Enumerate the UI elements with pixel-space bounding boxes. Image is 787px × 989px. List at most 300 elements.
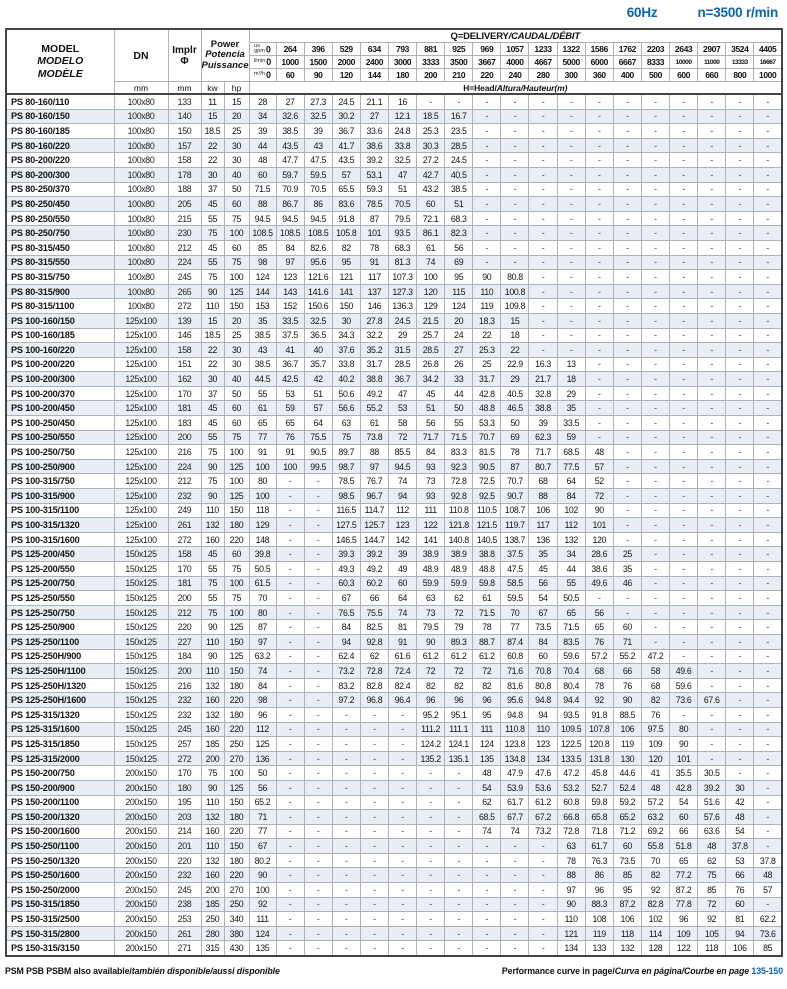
flow-value-cell: 1762	[613, 43, 641, 56]
head-value-cell: 73.5	[529, 620, 557, 635]
dash-cell: -	[529, 883, 557, 898]
head-value-cell: 71.5	[445, 430, 473, 445]
head-value-cell: 93	[417, 489, 445, 504]
head-value-cell: 67.6	[698, 693, 726, 708]
head-value-cell: 18	[557, 372, 585, 387]
model-cell: PS 100-250/450	[6, 416, 114, 431]
dash-cell: -	[698, 94, 726, 109]
dash-cell: -	[670, 707, 698, 722]
flow-value-cell: 634	[360, 43, 388, 56]
flow-value-cell: 220	[473, 69, 501, 82]
flow-value-cell: 4667	[529, 56, 557, 69]
head-value-cell: 88.7	[473, 634, 501, 649]
head-value-cell: 93.5	[557, 707, 585, 722]
dash-cell: -	[445, 795, 473, 810]
impeller-diameter-cell: 170	[168, 386, 201, 401]
dash-cell: -	[360, 926, 388, 941]
dash-cell: -	[613, 240, 641, 255]
hp-label: hp	[224, 82, 249, 95]
dash-cell: -	[473, 255, 501, 270]
head-value-cell: 122	[417, 518, 445, 533]
head-value-cell: 92.3	[445, 459, 473, 474]
head-value-cell: 94.4	[557, 693, 585, 708]
power-hp-cell: 220	[224, 868, 249, 883]
dash-cell: -	[726, 459, 754, 474]
head-value-cell: 49.6	[585, 576, 613, 591]
head-value-cell: 53	[726, 853, 754, 868]
dash-cell: -	[613, 167, 641, 182]
dash-cell: -	[641, 430, 669, 445]
dash-cell: -	[585, 211, 613, 226]
head-value-cell: 89.7	[332, 445, 360, 460]
head-value-cell: 64	[388, 591, 416, 606]
head-value-cell: 61.2	[473, 649, 501, 664]
head-value-cell: 41	[276, 343, 304, 358]
performance-table	[5, 28, 783, 957]
head-value-cell: 94	[332, 634, 360, 649]
head-value-cell: 56.6	[332, 401, 360, 416]
dash-cell: -	[388, 737, 416, 752]
power-kw-cell: 90	[201, 489, 224, 504]
dash-cell: -	[585, 197, 613, 212]
power-hp-cell: 30	[224, 357, 249, 372]
flow-value-cell: 210	[445, 69, 473, 82]
dash-cell: -	[529, 328, 557, 343]
head-value-cell: 73.2	[529, 824, 557, 839]
head-value-cell: 100	[276, 459, 304, 474]
dash-cell: -	[670, 328, 698, 343]
flow-value-cell: 60	[276, 69, 304, 82]
dn-cell: 125x100	[114, 313, 168, 328]
head-value-cell: 135	[249, 941, 276, 956]
dash-cell: -	[585, 255, 613, 270]
head-value-cell: 88	[557, 868, 585, 883]
head-value-cell: 124	[249, 270, 276, 285]
dash-cell: -	[585, 124, 613, 139]
dn-cell: 125x100	[114, 401, 168, 416]
dash-cell: -	[473, 197, 501, 212]
model-cell: PS 80-315/450	[6, 240, 114, 255]
head-value-cell: 36.5	[304, 328, 332, 343]
table-row	[6, 474, 782, 489]
dash-cell: -	[501, 255, 529, 270]
table-row	[6, 270, 782, 285]
head-value-cell: 25	[613, 547, 641, 562]
head-value-cell: 71	[613, 634, 641, 649]
power-kw-cell: 75	[201, 605, 224, 620]
dn-cell: 125x100	[114, 459, 168, 474]
table-row	[6, 372, 782, 387]
head-value-cell: 60.2	[360, 576, 388, 591]
head-value-cell: 91	[276, 445, 304, 460]
head-value-cell: 94	[529, 707, 557, 722]
head-value-cell: 57	[304, 401, 332, 416]
head-value-cell: 38.9	[445, 547, 473, 562]
head-value-cell: 119	[473, 299, 501, 314]
model-cell: PS 100-200/450	[6, 401, 114, 416]
head-value-cell: 25.7	[417, 328, 445, 343]
dash-cell: -	[698, 591, 726, 606]
head-value-cell: 60	[388, 576, 416, 591]
dash-cell: -	[360, 780, 388, 795]
head-value-cell: 134	[557, 941, 585, 956]
head-value-cell: 38.8	[360, 372, 388, 387]
head-value-cell: 33	[445, 372, 473, 387]
head-value-cell: 124	[445, 299, 473, 314]
head-value-cell: 70	[249, 591, 276, 606]
dash-cell: -	[473, 926, 501, 941]
head-value-cell: 100.8	[501, 284, 529, 299]
head-value-cell: 152	[276, 299, 304, 314]
dash-cell: -	[670, 605, 698, 620]
dash-cell: -	[754, 591, 782, 606]
model-cell: PS 100-315/1100	[6, 503, 114, 518]
page-header	[627, 5, 778, 20]
head-value-cell: 35	[529, 547, 557, 562]
dash-cell: -	[613, 474, 641, 489]
dash-cell: -	[698, 459, 726, 474]
table-row	[6, 138, 782, 153]
flow-value-cell: 2643	[670, 43, 698, 56]
impeller-diameter-cell: 216	[168, 445, 201, 460]
head-value-cell: 62	[445, 591, 473, 606]
dash-cell: -	[276, 926, 304, 941]
dash-cell: -	[388, 912, 416, 927]
impeller-unit: mm	[168, 82, 201, 95]
dash-cell: -	[585, 416, 613, 431]
head-value-cell: 72	[698, 897, 726, 912]
head-value-cell: 91.8	[585, 707, 613, 722]
head-value-cell: 91.8	[332, 211, 360, 226]
dn-cell: 200x150	[114, 824, 168, 839]
head-value-cell: 70	[641, 853, 669, 868]
dash-cell: -	[754, 124, 782, 139]
head-value-cell: 107.8	[585, 722, 613, 737]
dn-cell: 125x100	[114, 343, 168, 358]
table-row	[6, 605, 782, 620]
head-value-cell: 67	[332, 591, 360, 606]
head-value-cell: 92.5	[473, 489, 501, 504]
dash-cell: -	[501, 211, 529, 226]
head-value-cell: 122.5	[557, 737, 585, 752]
dash-cell: -	[276, 693, 304, 708]
head-value-cell: 42	[726, 795, 754, 810]
power-header	[201, 29, 249, 82]
dash-cell: -	[754, 839, 782, 854]
impeller-diameter-cell: 245	[168, 722, 201, 737]
dash-cell: -	[332, 941, 360, 956]
head-value-cell: 85	[698, 883, 726, 898]
model-cell: PS 125-250H/1600	[6, 693, 114, 708]
head-value-cell: 47	[388, 386, 416, 401]
head-value-cell: 24.5	[445, 153, 473, 168]
power-kw-cell: 132	[201, 810, 224, 825]
impeller-diameter-cell: 212	[168, 474, 201, 489]
head-value-cell: 95	[613, 883, 641, 898]
head-value-cell: 96	[473, 693, 501, 708]
power-kw-cell: 18.5	[201, 124, 224, 139]
power-kw-cell: 55	[201, 255, 224, 270]
head-value-cell: 59.2	[613, 795, 641, 810]
dash-cell: -	[585, 94, 613, 109]
dash-cell: -	[641, 547, 669, 562]
dash-cell: -	[754, 897, 782, 912]
dn-cell: 100x80	[114, 182, 168, 197]
head-value-cell: 136	[249, 751, 276, 766]
dash-cell: -	[473, 167, 501, 182]
dash-cell: -	[276, 518, 304, 533]
dash-cell: -	[698, 503, 726, 518]
power-kw-cell: 11	[201, 94, 224, 109]
head-value-cell: 24.5	[332, 94, 360, 109]
head-value-cell: 78	[501, 445, 529, 460]
header-row-top	[6, 29, 782, 43]
head-value-cell: 59.9	[445, 576, 473, 591]
power-hp-cell: 125	[224, 649, 249, 664]
impeller-diameter-cell: 158	[168, 343, 201, 358]
head-value-cell: 38.8	[529, 401, 557, 416]
head-value-cell: 34	[249, 109, 276, 124]
head-value-cell: 73	[417, 605, 445, 620]
impeller-diameter-cell: 158	[168, 153, 201, 168]
power-hp-cell: 100	[224, 576, 249, 591]
impeller-diameter-cell: 265	[168, 284, 201, 299]
head-value-cell: 52.7	[585, 780, 613, 795]
head-value-cell: 65.5	[332, 182, 360, 197]
dn-cell: 150x125	[114, 591, 168, 606]
dash-cell: -	[276, 576, 304, 591]
model-cell: PS 80-160/185	[6, 124, 114, 139]
head-value-cell: 63	[557, 839, 585, 854]
head-value-cell: 77.2	[670, 868, 698, 883]
model-cell: PS 80-315/550	[6, 255, 114, 270]
dash-cell: -	[304, 810, 332, 825]
power-hp-cell: 125	[224, 780, 249, 795]
dash-cell: -	[754, 459, 782, 474]
table-row	[6, 678, 782, 693]
head-value-cell: 114	[641, 926, 669, 941]
model-cell: PS 100-315/900	[6, 489, 114, 504]
dash-cell: -	[304, 824, 332, 839]
head-value-cell: 48	[698, 839, 726, 854]
dash-cell: -	[585, 343, 613, 358]
dash-cell: -	[529, 167, 557, 182]
model-cell: PS 125-250/1100	[6, 634, 114, 649]
head-value-cell: 72	[417, 664, 445, 679]
head-value-cell: 79	[445, 620, 473, 635]
table-row	[6, 94, 782, 109]
header-line: MODEL	[41, 43, 80, 56]
head-value-cell: 135.2	[417, 751, 445, 766]
flow-unit-label: m³/h	[253, 71, 265, 78]
impeller-diameter-cell: 188	[168, 182, 201, 197]
dash-cell: -	[613, 532, 641, 547]
head-value-cell: 82	[332, 240, 360, 255]
dash-cell: -	[529, 839, 557, 854]
head-value-cell: 129	[417, 299, 445, 314]
dash-cell: -	[360, 707, 388, 722]
power-kw-cell: 75	[201, 445, 224, 460]
head-value-cell: 96	[670, 912, 698, 927]
head-value-cell: 97	[249, 634, 276, 649]
model-cell: PS 150-250/1600	[6, 868, 114, 883]
flow-value-cell: 11000	[698, 56, 726, 69]
head-value-cell: 129	[249, 518, 276, 533]
head-value-cell: 35.5	[670, 766, 698, 781]
head-value-cell: 82	[417, 678, 445, 693]
dash-cell: -	[613, 313, 641, 328]
dash-cell: -	[670, 270, 698, 285]
dn-cell: 150x125	[114, 737, 168, 752]
head-value-cell: 71.6	[501, 664, 529, 679]
dn-cell: 100x80	[114, 94, 168, 109]
flow-value-cell: 400	[613, 69, 641, 82]
head-value-cell: 120.8	[585, 737, 613, 752]
flow-value-cell: 1057	[501, 43, 529, 56]
dash-cell: -	[698, 138, 726, 153]
dash-cell: -	[388, 795, 416, 810]
head-value-cell: 77	[249, 824, 276, 839]
dash-cell: -	[445, 912, 473, 927]
model-cell: PS 150-250/1100	[6, 839, 114, 854]
dash-cell: -	[670, 634, 698, 649]
head-value-cell: 49	[388, 562, 416, 577]
head-value-cell: 90	[557, 897, 585, 912]
dash-cell: -	[388, 766, 416, 781]
flow-value-cell: 280	[529, 69, 557, 82]
power-kw-cell: 22	[201, 153, 224, 168]
head-value-cell: 72.5	[473, 474, 501, 489]
head-value-cell: 88	[360, 445, 388, 460]
dash-cell: -	[388, 751, 416, 766]
head-value-cell: 16.7	[445, 109, 473, 124]
dash-cell: -	[613, 591, 641, 606]
head-value-cell: 87.4	[501, 634, 529, 649]
head-value-cell: 24.8	[388, 124, 416, 139]
head-value-cell: 60	[529, 649, 557, 664]
dash-cell: -	[585, 430, 613, 445]
head-value-cell: 90	[249, 868, 276, 883]
head-value-cell: 130	[613, 751, 641, 766]
page-footer	[5, 966, 783, 976]
flow-value-cell: 8333	[641, 56, 669, 69]
model-cell: PS 80-250/450	[6, 197, 114, 212]
dn-cell: 200x150	[114, 912, 168, 927]
impeller-diameter-cell: 157	[168, 138, 201, 153]
flow-value-cell: 881	[417, 43, 445, 56]
head-value-cell: 79.5	[388, 211, 416, 226]
flow-value-cell: 1233	[529, 43, 557, 56]
model-cell: PS 150-200/1600	[6, 824, 114, 839]
dash-cell: -	[445, 94, 473, 109]
head-value-cell: 61	[360, 416, 388, 431]
head-value-cell: 84	[249, 678, 276, 693]
head-value-cell: 49.6	[670, 664, 698, 679]
dash-cell: -	[445, 883, 473, 898]
table-row	[6, 357, 782, 372]
dash-cell: -	[276, 853, 304, 868]
dash-cell: -	[641, 605, 669, 620]
impeller-diameter-cell: 212	[168, 605, 201, 620]
head-value-cell: 72	[445, 605, 473, 620]
dash-cell: -	[698, 401, 726, 416]
dash-cell: -	[754, 678, 782, 693]
dash-cell: -	[332, 737, 360, 752]
table-row	[6, 328, 782, 343]
power-hp-cell: 30	[224, 153, 249, 168]
dash-cell: -	[641, 503, 669, 518]
impeller-diameter-cell: 200	[168, 430, 201, 445]
head-value-cell: 80	[670, 722, 698, 737]
dash-cell: -	[501, 124, 529, 139]
power-kw-cell: 45	[201, 240, 224, 255]
head-value-cell: 90	[670, 737, 698, 752]
model-cell: PS 100-200/220	[6, 357, 114, 372]
head-value-cell: 53.1	[360, 167, 388, 182]
head-value-cell: 101	[670, 751, 698, 766]
dash-cell: -	[557, 343, 585, 358]
head-value-cell: 72	[388, 430, 416, 445]
head-value-cell: 50	[501, 416, 529, 431]
head-value-cell: 44	[249, 138, 276, 153]
dash-cell: -	[641, 401, 669, 416]
power-kw-cell: 45	[201, 401, 224, 416]
power-kw-cell: 250	[201, 912, 224, 927]
head-value-cell: 37.8	[726, 839, 754, 854]
head-value-cell: 78	[473, 620, 501, 635]
power-kw-cell: 132	[201, 518, 224, 533]
head-value-cell: 62.3	[529, 430, 557, 445]
head-value-cell: 42.8	[670, 780, 698, 795]
table-row	[6, 459, 782, 474]
head-value-cell: 95	[332, 255, 360, 270]
head-value-cell: 49.3	[332, 562, 360, 577]
head-value-cell: 101	[585, 518, 613, 533]
head-value-cell: 63.6	[698, 824, 726, 839]
dash-cell: -	[529, 941, 557, 956]
dash-cell: -	[304, 766, 332, 781]
head-value-cell: 48.8	[473, 401, 501, 416]
head-value-cell: 146.5	[332, 532, 360, 547]
dash-cell: -	[754, 722, 782, 737]
head-value-cell: 60	[249, 167, 276, 182]
head-value-cell: 48	[585, 445, 613, 460]
head-value-cell: 110	[557, 912, 585, 927]
head-value-cell: 38.5	[249, 328, 276, 343]
dash-cell: -	[445, 766, 473, 781]
dash-cell: -	[698, 167, 726, 182]
head-value-cell: 88	[249, 197, 276, 212]
flow-value-cell: 144	[360, 69, 388, 82]
head-value-cell: 47.2	[641, 649, 669, 664]
dash-cell: -	[698, 445, 726, 460]
head-value-cell: 68	[585, 664, 613, 679]
dn-cell: 150x125	[114, 562, 168, 577]
dash-cell: -	[641, 197, 669, 212]
head-value-cell: 59	[557, 430, 585, 445]
head-value-cell: 55.8	[641, 839, 669, 854]
power-kw-cell: 200	[201, 751, 224, 766]
dash-cell: -	[641, 620, 669, 635]
dash-cell: -	[726, 445, 754, 460]
model-cell: PS 100-250/900	[6, 459, 114, 474]
dash-cell: -	[501, 912, 529, 927]
dash-cell: -	[276, 912, 304, 927]
head-value-cell: 150.6	[304, 299, 332, 314]
impeller-diameter-cell: 201	[168, 839, 201, 854]
head-value-cell: 39	[304, 124, 332, 139]
dash-cell: -	[754, 372, 782, 387]
